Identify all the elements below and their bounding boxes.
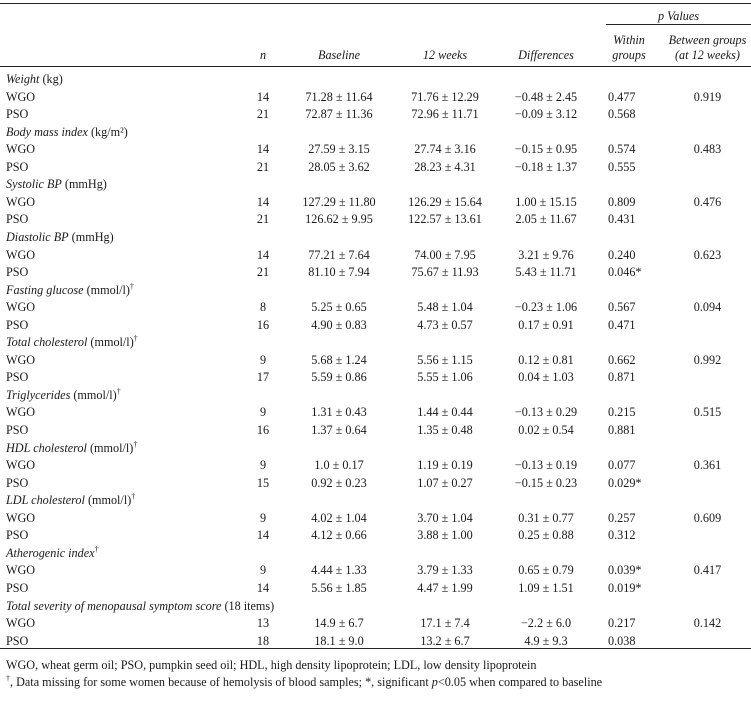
section-unit: (mmol/l) [84,493,132,507]
cell-within: 0.567 [608,300,636,314]
cell-baseline: 18.1 ± 9.0 [314,634,364,648]
cell-n: 15 [256,476,270,490]
cell-diff: −0.23 ± 1.06 [514,300,578,314]
cell-week12: 5.55 ± 1.06 [417,370,473,384]
cell-n: 14 [256,581,270,595]
cell-diff: −0.18 ± 1.37 [514,160,578,174]
cell-baseline: 28.05 ± 3.62 [308,160,370,174]
cell-group: WGO [6,616,36,630]
cell-within: 0.809 [608,195,636,209]
cell-within: 0.039* [608,563,642,577]
cell-group: PSO [6,212,29,226]
dagger-mark: † [131,491,136,501]
section-heading [6,177,107,191]
cell-baseline: 81.10 ± 7.94 [308,265,370,279]
section-label: Weight [6,72,40,86]
footnote-p-symbol: p [431,675,438,689]
section-heading [6,125,128,139]
cell-between: 0.609 [693,511,722,525]
p-values-header: p Values [658,9,699,23]
cell-group: PSO [6,476,29,490]
cell-week12: 4.73 ± 0.57 [417,318,473,332]
cell-week12: 74.00 ± 7.95 [414,248,476,262]
within-header-line2: groups [612,48,646,62]
cell-within: 0.029* [608,476,642,490]
cell-between: 0.992 [693,353,722,367]
section-label: LDL cholesterol [6,493,85,507]
cell-diff: 1.09 ± 1.51 [518,581,574,595]
differences-header: Differences [518,48,574,62]
cell-baseline: 71.28 ± 11.64 [305,90,373,104]
cell-baseline: 0.92 ± 0.23 [311,476,367,490]
cell-week12: 5.48 ± 1.04 [417,300,473,314]
cell-diff: 0.17 ± 0.91 [518,318,574,332]
section-label: Fasting glucose [6,283,84,297]
cell-diff: 0.12 ± 0.81 [518,353,574,367]
cell-week12: 122.57 ± 13.61 [408,212,482,226]
cell-baseline: 5.25 ± 0.65 [311,300,367,314]
cell-between: 0.142 [693,616,722,630]
cell-diff: −0.13 ± 0.29 [514,405,578,419]
cell-week12: 3.79 ± 1.33 [417,563,473,577]
section-unit: (18 items) [221,599,275,613]
cell-group: WGO [6,563,36,577]
cell-diff: 0.02 ± 0.54 [518,423,574,437]
cell-n: 9 [259,511,267,525]
section-heading [6,546,99,560]
cell-diff: 0.31 ± 0.77 [518,511,574,525]
cell-week12: 28.23 ± 4.31 [414,160,476,174]
cell-group: WGO [6,195,36,209]
dagger-mark: † [116,386,121,396]
footnote-text-b: <0.05 when compared to baseline [437,675,603,689]
cell-between: 0.623 [693,248,722,262]
between-header-line1: Between groups [668,33,747,47]
section-label: HDL cholesterol [6,441,87,455]
section-heading [6,599,274,613]
cell-group: PSO [6,634,29,648]
dagger-mark: † [6,673,10,683]
cell-baseline: 5.59 ± 0.86 [311,370,367,384]
cell-diff: −0.48 ± 2.45 [514,90,578,104]
section-unit: (mmol/l) [86,441,134,455]
between-header-line2: (at 12 weeks) [675,48,740,62]
n-header: n [259,48,267,62]
cell-week12: 3.70 ± 1.04 [417,511,473,525]
dagger-mark: † [94,544,99,554]
cell-diff: −0.15 ± 0.23 [514,476,578,490]
cell-baseline: 4.12 ± 0.66 [311,528,367,542]
cell-group: PSO [6,370,29,384]
cell-week12: 5.56 ± 1.15 [417,353,473,367]
cell-week12: 71.76 ± 12.29 [411,90,479,104]
cell-baseline: 14.9 ± 6.7 [314,616,364,630]
section-unit: (kg) [39,72,63,86]
section-unit: (mmol/l) [83,283,130,297]
cell-n: 14 [256,142,270,156]
cell-baseline: 4.44 ± 1.33 [311,563,367,577]
cell-baseline: 5.56 ± 1.85 [311,581,367,595]
cell-baseline: 4.90 ± 0.83 [311,318,367,332]
cell-within: 0.077 [608,458,636,472]
cell-n: 9 [259,405,267,419]
cell-group: PSO [6,318,29,332]
cell-n: 21 [256,160,270,174]
section-heading [6,230,114,244]
cell-baseline: 1.37 ± 0.64 [311,423,367,437]
dagger-mark: † [133,439,138,449]
cell-diff: 5.43 ± 11.71 [515,265,577,279]
cell-week12: 1.19 ± 0.19 [417,458,473,472]
table-footnotes [6,657,602,691]
cell-group: WGO [6,90,36,104]
section-label: Total severity of menopausal symptom score [6,599,222,613]
cell-between: 0.417 [693,563,722,577]
cell-diff: −0.15 ± 0.95 [514,142,578,156]
cell-baseline: 126.62 ± 9.95 [305,212,373,226]
section-unit: (mmol/l) [70,388,117,402]
cell-n: 14 [256,195,270,209]
cell-within: 0.038 [608,634,636,648]
cell-diff: −0.13 ± 0.19 [514,458,578,472]
cell-n: 9 [259,563,267,577]
cell-diff: 0.04 ± 1.03 [518,370,574,384]
section-heading [6,388,121,402]
cell-within: 0.312 [608,528,636,542]
cell-between: 0.483 [693,142,722,156]
section-unit: (kg/m²) [87,125,128,139]
cell-diff: 1.00 ± 15.15 [515,195,577,209]
cell-group: PSO [6,160,29,174]
cell-within: 0.240 [608,248,636,262]
cell-group: WGO [6,458,36,472]
baseline-header: Baseline [318,48,360,62]
cell-n: 16 [256,318,270,332]
cell-baseline: 127.29 ± 11.80 [302,195,376,209]
cell-group: PSO [6,265,29,279]
dagger-mark: † [133,333,138,343]
cell-baseline: 4.02 ± 1.04 [311,511,367,525]
cell-n: 14 [256,528,270,542]
cell-week12: 13.2 ± 6.7 [420,634,470,648]
dagger-mark: † [129,281,134,291]
section-unit: (mmHg) [61,177,107,191]
cell-week12: 3.88 ± 1.00 [417,528,473,542]
cell-n: 17 [256,370,270,384]
cell-group: PSO [6,423,29,437]
cell-week12: 1.44 ± 0.44 [417,405,473,419]
cell-within: 0.477 [608,90,636,104]
cell-week12: 17.1 ± 7.4 [420,616,470,630]
cell-group: PSO [6,581,29,595]
cell-diff: 0.65 ± 0.79 [518,563,574,577]
cell-week12: 72.96 ± 11.71 [411,107,479,121]
section-heading [6,441,137,455]
section-heading [6,283,134,297]
cell-n: 16 [256,423,270,437]
cell-baseline: 72.87 ± 11.36 [305,107,373,121]
cell-n: 13 [256,616,270,630]
section-unit: (mmol/l) [87,335,134,349]
top-rule [0,3,751,4]
cell-between: 0.094 [693,300,722,314]
cell-group: WGO [6,353,36,367]
cell-baseline: 1.31 ± 0.43 [311,405,367,419]
cell-group: WGO [6,142,36,156]
cell-n: 9 [259,353,267,367]
cell-within: 0.555 [608,160,636,174]
cell-baseline: 1.0 ± 0.17 [314,458,364,472]
cell-diff: 2.05 ± 11.67 [515,212,577,226]
cell-n: 21 [256,107,270,121]
section-label: Diastolic BP [6,230,69,244]
cell-within: 0.871 [608,370,636,384]
cell-week12: 1.35 ± 0.48 [417,423,473,437]
footnote-missing-significance [6,674,602,691]
cell-diff: −2.2 ± 6.0 [520,616,572,630]
bottom-rule [0,648,751,649]
cell-group: WGO [6,248,36,262]
section-label: Triglycerides [6,388,71,402]
cell-within: 0.217 [608,616,636,630]
cell-within: 0.881 [608,423,636,437]
cell-within: 0.574 [608,142,636,156]
section-label: Body mass index [6,125,88,139]
cell-within: 0.019* [608,581,642,595]
cell-within: 0.568 [608,107,636,121]
section-unit: (mmHg) [68,230,114,244]
cell-diff: 0.25 ± 0.88 [518,528,574,542]
cell-week12: 4.47 ± 1.99 [417,581,473,595]
cell-n: 8 [259,300,267,314]
cell-n: 14 [256,90,270,104]
cell-group: PSO [6,528,29,542]
cell-group: WGO [6,405,36,419]
cell-within: 0.046* [608,265,642,279]
section-label: Systolic BP [6,177,62,191]
cell-diff: 4.9 ± 9.3 [524,634,568,648]
cell-n: 18 [256,634,270,648]
within-header-line1: Within [613,33,645,47]
week12-header: 12 weeks [422,48,468,62]
cell-baseline: 77.21 ± 7.64 [308,248,370,262]
cell-between: 0.476 [693,195,722,209]
cell-n: 21 [256,212,270,226]
cell-between: 0.515 [693,405,722,419]
section-heading [6,72,63,86]
cell-group: PSO [6,107,29,121]
cell-within: 0.662 [608,353,636,367]
cell-group: WGO [6,300,36,314]
footnote-abbreviations: WGO, wheat germ oil; PSO, pumpkin seed oil; HDL, high density lipoprotein; LDL, low density lipoprotein [6,658,537,672]
section-heading [6,493,135,507]
cell-week12: 27.74 ± 3.16 [414,142,476,156]
section-label: Atherogenic index [6,546,95,560]
section-label: Total cholesterol [6,335,88,349]
footnote-text-a: , Data missing for some women because of hemolysis of blood samples; *, significant [10,675,432,689]
section-heading [6,335,138,349]
header-rule [0,66,751,67]
cell-week12: 126.29 ± 15.64 [408,195,482,209]
cell-n: 9 [259,458,267,472]
cell-within: 0.257 [608,511,636,525]
cell-within: 0.215 [608,405,636,419]
cell-baseline: 27.59 ± 3.15 [308,142,370,156]
cell-group: WGO [6,511,36,525]
cell-week12: 75.67 ± 11.93 [411,265,479,279]
cell-between: 0.919 [693,90,722,104]
cell-baseline: 5.68 ± 1.24 [311,353,367,367]
cell-within: 0.431 [608,212,636,226]
cell-between: 0.361 [693,458,722,472]
cell-week12: 1.07 ± 0.27 [417,476,473,490]
p-values-underline [606,24,751,25]
cell-diff: 3.21 ± 9.76 [518,248,574,262]
cell-within: 0.471 [608,318,636,332]
cell-diff: −0.09 ± 3.12 [514,107,578,121]
cell-n: 14 [256,248,270,262]
cell-n: 21 [256,265,270,279]
